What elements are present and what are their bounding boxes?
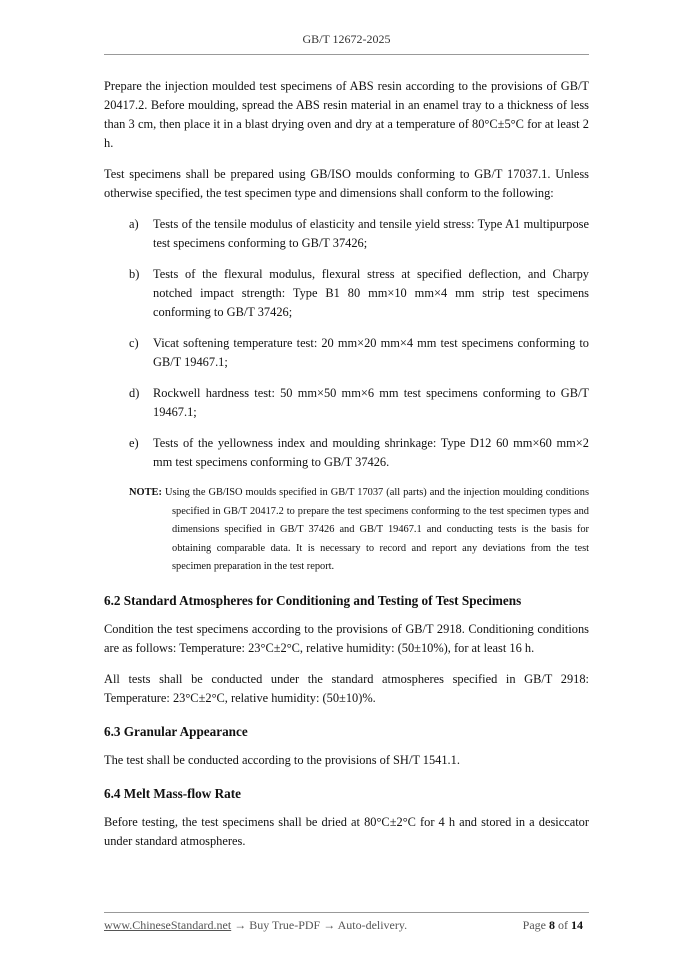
note-text: Using the GB/ISO moulds specified in GB/T 17037 (all parts) and the injection moulding conditions specified in GB/T 20417.2 to prepare the test specimens conforming to the test specimen types and dimensions specified in GB/T 37426 and GB/T 19467.1 and conducting tests is the basis for obtaining comparable data. It is necessary to record and report any deviations from the test specimen preparation in the test report. — [164, 487, 589, 572]
section-heading-6-4: 6.4 Melt Mass-flow Rate — [104, 785, 241, 801]
list-marker: a) — [129, 217, 139, 231]
list-item-text: Tests of the tensile modulus of elasticity and tensile yield stress: Type A1 multipurpose test specimens conforming to GB/T 37426; — [153, 217, 589, 250]
list-item-text: Rockwell hardness test: 50 mm×50 mm×6 mm test specimens conforming to GB/T 19467.1; — [153, 386, 589, 419]
paragraph: All tests shall be conducted under the standard atmospheres specified in GB/T 2918: Temperature: 23°C±2°C, relative humidity: (50±10)%. — [104, 671, 589, 705]
paragraph: Before testing, the test specimens shall be dried at 80°C±2°C for 4 h and stored in a desiccator under standard atmospheres. — [104, 814, 589, 848]
specimen-list — [104, 215, 589, 472]
footer-divider — [104, 912, 589, 913]
list-item — [104, 384, 589, 422]
section-heading-6-2: 6.2 Standard Atmospheres for Conditioning and Testing of Test Specimens — [104, 592, 522, 608]
header-divider — [104, 54, 589, 55]
list-marker: c) — [129, 336, 139, 350]
list-marker: e) — [129, 436, 139, 450]
note-block — [129, 484, 589, 577]
page-content — [104, 77, 589, 863]
list-item-text: Tests of the yellowness index and moulding shrinkage: Type D12 60 mm×60 mm×2 mm test specimens conforming to GB/T 37426. — [153, 436, 589, 469]
list-item — [104, 215, 589, 253]
note-label: NOTE: — [129, 487, 162, 498]
list-marker: b) — [129, 267, 140, 281]
of-word: of — [558, 918, 568, 932]
page-word: Page — [522, 918, 546, 932]
paragraph: Prepare the injection moulded test specimens of ABS resin according to the provisions of GB/T 20417.2. Before moulding, spread the ABS resin material in an enamel tray to a thickness of less than 3 cm, then place it in a blast drying oven and dry at a temperature of 80°C±5°C for at least 2 h. — [104, 79, 589, 150]
section-heading-6-3: 6.3 Granular Appearance — [104, 723, 248, 739]
current-page: 8 — [549, 918, 555, 932]
list-marker: d) — [129, 386, 140, 400]
paragraph: The test shall be conducted according to the provisions of SH/T 1541.1. — [104, 752, 460, 767]
list-item — [104, 434, 589, 472]
list-item-text: Vicat softening temperature test: 20 mm×20 mm×4 mm test specimens conforming to GB/T 19467.1; — [153, 336, 589, 369]
list-item — [104, 334, 589, 372]
paragraph: Test specimens shall be prepared using GB/ISO moulds conforming to GB/T 17037.1. Unless otherwise specified, the test specimen type and dimensions shall conform to the following: — [104, 167, 589, 200]
list-item — [104, 265, 589, 322]
website-link[interactable]: www.ChineseStandard.net — [104, 918, 232, 932]
footer-promo: → Buy True-PDF → Auto-delivery. — [231, 918, 408, 932]
paragraph: Condition the test specimens according to the provisions of GB/T 2918. Conditioning conditions are as follows: Temperature: 23°C±2°C, relative humidity: (50±10%), for at least 16 h. — [104, 621, 589, 655]
page-header: GB/T 12672-2025 — [302, 32, 391, 46]
total-pages: 14 — [571, 918, 583, 932]
list-item-text: Tests of the flexural modulus, flexural stress at specified deflection, and Charpy notched impact strength: Type B1 80 mm×10 mm×4 mm strip test specimens conforming to GB/T 37426; — [153, 267, 589, 319]
page-number — [523, 918, 583, 933]
page-footer — [104, 918, 589, 933]
